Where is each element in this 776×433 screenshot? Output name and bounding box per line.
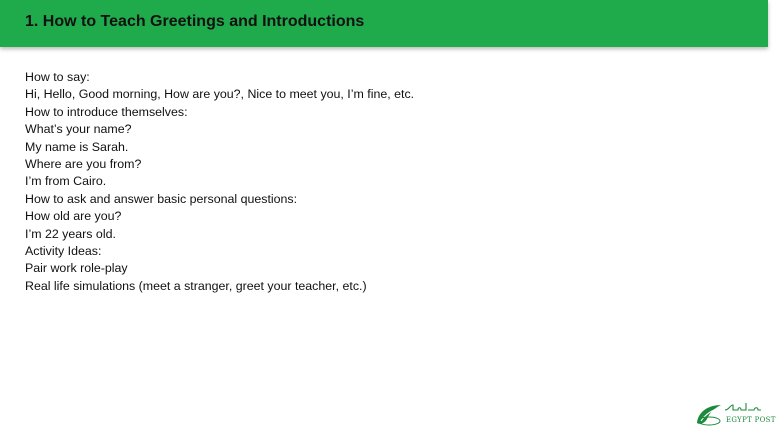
logo-english-text: EGYPT POST [726,416,776,424]
slide-title: 1. How to Teach Greetings and Introductions [25,13,365,30]
body-line: I’m from Cairo. [25,174,107,189]
slide-body [25,69,725,295]
body-line: Real life simulations (meet a stranger, greet your teacher, etc.) [25,278,367,293]
body-line: How to say: [25,70,90,84]
arabic-wordmark-icon [724,401,762,413]
body-line: I’m 22 years old. [25,226,116,241]
body-line: Activity Ideas: [25,244,102,259]
body-line: How old are you? [25,209,122,224]
body-line: How to ask and answer basic personal questions: [25,191,298,206]
body-line: How to introduce themselves: [25,104,188,119]
egypt-post-emblem-icon [694,399,724,429]
body-line: Pair work role-play [25,261,128,276]
body-line: Where are you from? [25,157,142,172]
body-line: What’s your name? [25,122,132,137]
egypt-post-logo [694,399,776,429]
body-line: My name is Sarah. [25,139,129,154]
body-line: Hi, Hello, Good morning, How are you?, Nice to meet you, I’m fine, etc. [25,87,415,102]
title-bar [0,0,768,47]
